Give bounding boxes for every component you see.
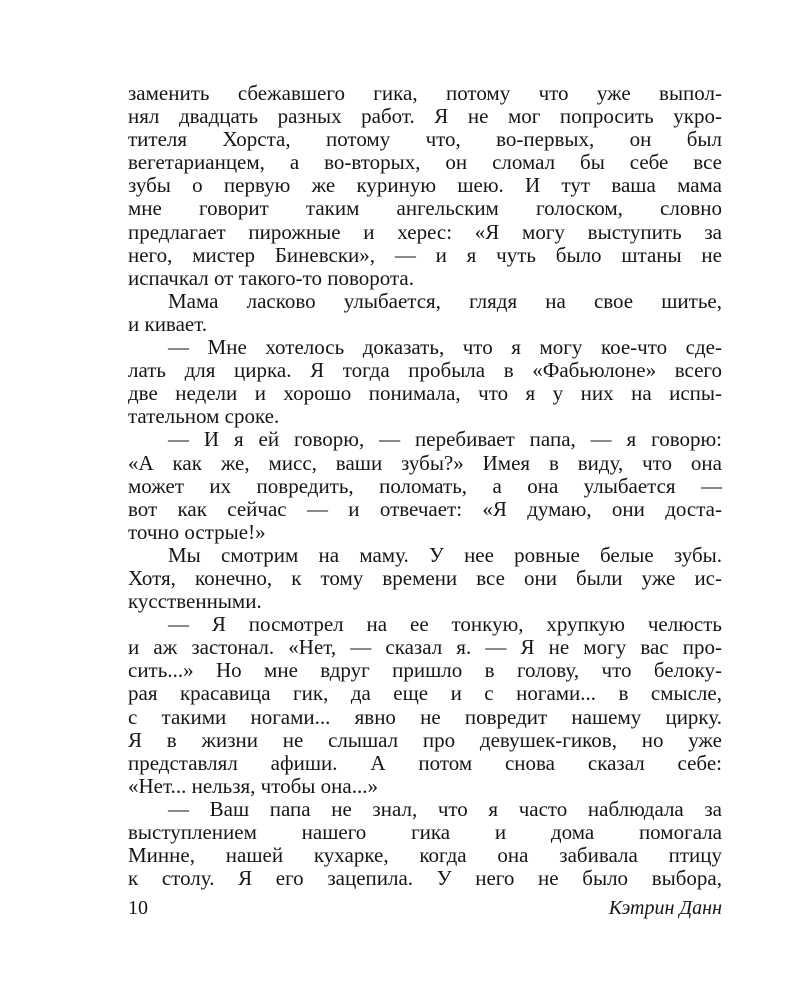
text-line: испачкал от такого-то поворота. (128, 265, 414, 290)
text-line: и аж застонал. «Нет, — сказал я. — Я не могу вас про- (128, 635, 722, 660)
text-line: выступлением нашего гика и дома помогала (128, 820, 722, 844)
text-line: него, мистер Биневски», — и я чуть было штаны не (128, 242, 722, 267)
text-line: Мы смотрим на маму. У нее ровные белые зубы. (168, 542, 722, 567)
text-line: тителя Хорста, потому что, во-первых, он был (128, 127, 722, 152)
text-line: предлагает пирожные и херес: «Я могу выступить за (128, 219, 722, 244)
text-line: и кивает. (128, 311, 208, 336)
running-author: Кэтрин Данн (608, 897, 722, 919)
text-line: «А как же, мисс, ваши зубы?» Имея в виду, что она (128, 450, 722, 475)
text-line: заменить сбежавшего гика, потому что уже выпол- (128, 81, 722, 105)
text-line: две недели и хорошо понимала, что я у них на испы- (128, 381, 722, 406)
text-line: представлял афиши. А потом снова сказал себе: (128, 750, 722, 775)
text-line: Хотя, конечно, к тому времени все они были уже ис- (128, 565, 722, 590)
text-line: — Мне хотелось доказать, что я могу кое-что сде- (168, 335, 722, 360)
text-line: — И я ей говорю, — перебивает папа, — я говорю: (168, 427, 722, 452)
text-line: кусственными. (128, 589, 262, 614)
text-line: Минне, нашей кухарке, когда она забивала птицу (128, 843, 722, 868)
text-line: тательном сроке. (128, 404, 280, 429)
text-line: нял двадцать разных работ. Я не мог попросить укро- (128, 104, 722, 129)
text-line: может их повредить, поломать, а она улыбается — (128, 473, 722, 498)
text-line: — Я посмотрел на ее тонкую, хрупкую челюсть (168, 612, 722, 637)
text-line: к столу. Я его зацепила. У него не было выбора, (128, 866, 722, 891)
text-line: зубы о первую же куриную шею. И тут ваша мама (128, 173, 722, 198)
text-line: рая красавица гик, да еще и с ногами... в смысле, (128, 681, 722, 706)
text-line: вот как сейчас — и отвечает: «Я думаю, они доста- (128, 496, 722, 521)
text-line: Я в жизни не слышал про девушек-гиков, но уже (128, 727, 722, 752)
text-line: точно острые!» (128, 519, 266, 544)
text-line: — Ваш папа не знал, что я часто наблюдала за (168, 796, 722, 821)
body-text (128, 82, 722, 890)
text-line: «Нет... нельзя, чтобы она...» (128, 773, 378, 798)
page-number: 10 (128, 897, 148, 919)
text-line: Мама ласково улыбается, глядя на свое шитье, (168, 288, 722, 313)
text-line: мне говорит таким ангельским голоском, словно (128, 196, 722, 221)
text-line: вегетарианцем, а во-вторых, он сломал бы себе все (128, 150, 722, 175)
text-line: лать для цирка. Я тогда пробыла в «Фабьюлоне» всего (128, 358, 722, 383)
text-line: с такими ногами... явно не повредит нашему цирку. (128, 704, 722, 729)
text-line: сить...» Но мне вдруг пришло в голову, что белоку- (128, 658, 722, 683)
page-footer (128, 896, 722, 920)
